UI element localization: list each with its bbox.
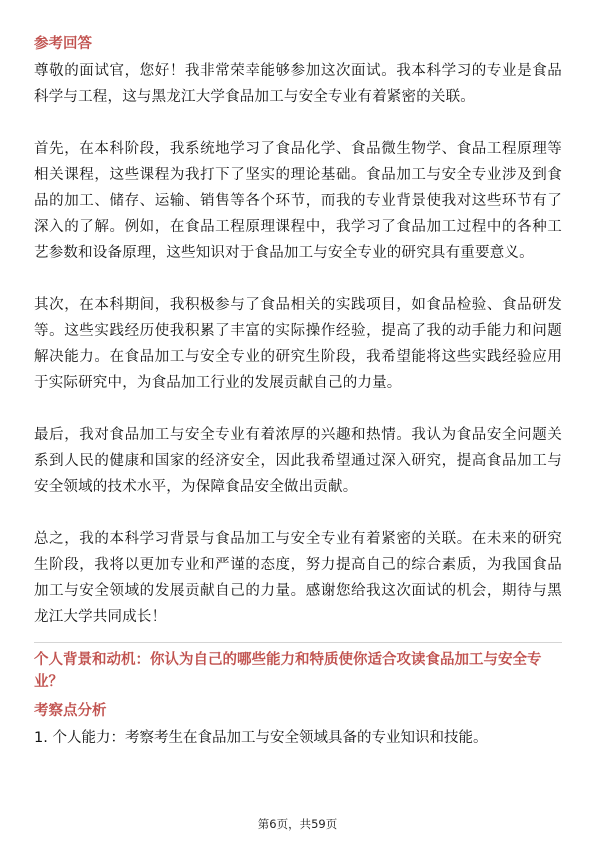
answer-paragraph-conclusion: 总之，我的本科学习背景与食品加工与安全专业有着紧密的关联。在未来的研究生阶段，我将以更加专业和严谨的态度，努力提高自己的综合素质，为我国食品加工与安全领域的发展贡献自己的力量。感谢您给我这次面试的机会，期待与黑龙江大学共同成长！ — [34, 531, 562, 625]
document-page — [34, 32, 562, 749]
analysis-list-item: 1. 个人能力：考察考生在食品加工与安全领域具备的专业知识和技能。 — [34, 730, 488, 746]
answer-paragraph-second: 其次，在本科期间，我积极参与了食品相关的实践项目，如食品检验、食品研发等。这些实践经历使我积累了丰富的实际操作经验，提高了我的动手能力和问题解决能力。在食品加工与安全专业的研究生阶段，我希望能将这些实践经验应用于实际研究中，为食品加工行业的发展贡献自己的力量。 — [34, 297, 562, 391]
section-divider — [34, 642, 562, 643]
analysis-heading: 考察点分析 — [34, 703, 107, 719]
answer-paragraph-third: 最后，我对食品加工与安全专业有着浓厚的兴趣和热情。我认为食品安全问题关系到人民的健康和国家的经济安全，因此我希望通过深入研究，提高食品加工与安全领域的技术水平，为保障食品安全做出贡献。 — [34, 427, 562, 495]
question-heading: 个人背景和动机：你认为自己的哪些能力和特质使你适合攻读食品加工与安全专业？ — [34, 652, 542, 690]
answer-paragraph-first: 首先，在本科阶段，我系统地学习了食品化学、食品微生物学、食品工程原理等相关课程，这些课程为我打下了坚实的理论基础。食品加工与安全专业涉及到食品的加工、储存、运输、销售等各个环节，而我的专业背景使我对这些环节有了深入的了解。例如，在食品工程原理课程中，我学习了食品加工过程中的各种工艺参数和设备原理，这些知识对于食品加工与安全专业的研究具有重要意义。 — [34, 141, 562, 261]
answer-paragraph-intro: 尊敬的面试官，您好！我非常荣幸能够参加这次面试。我本科学习的专业是食品科学与工程，这与黑龙江大学食品加工与安全专业有着紧密的关联。 — [34, 63, 562, 105]
page-number-footer: 第6页，共59页 — [257, 817, 338, 831]
answer-heading: 参考回答 — [34, 36, 92, 52]
